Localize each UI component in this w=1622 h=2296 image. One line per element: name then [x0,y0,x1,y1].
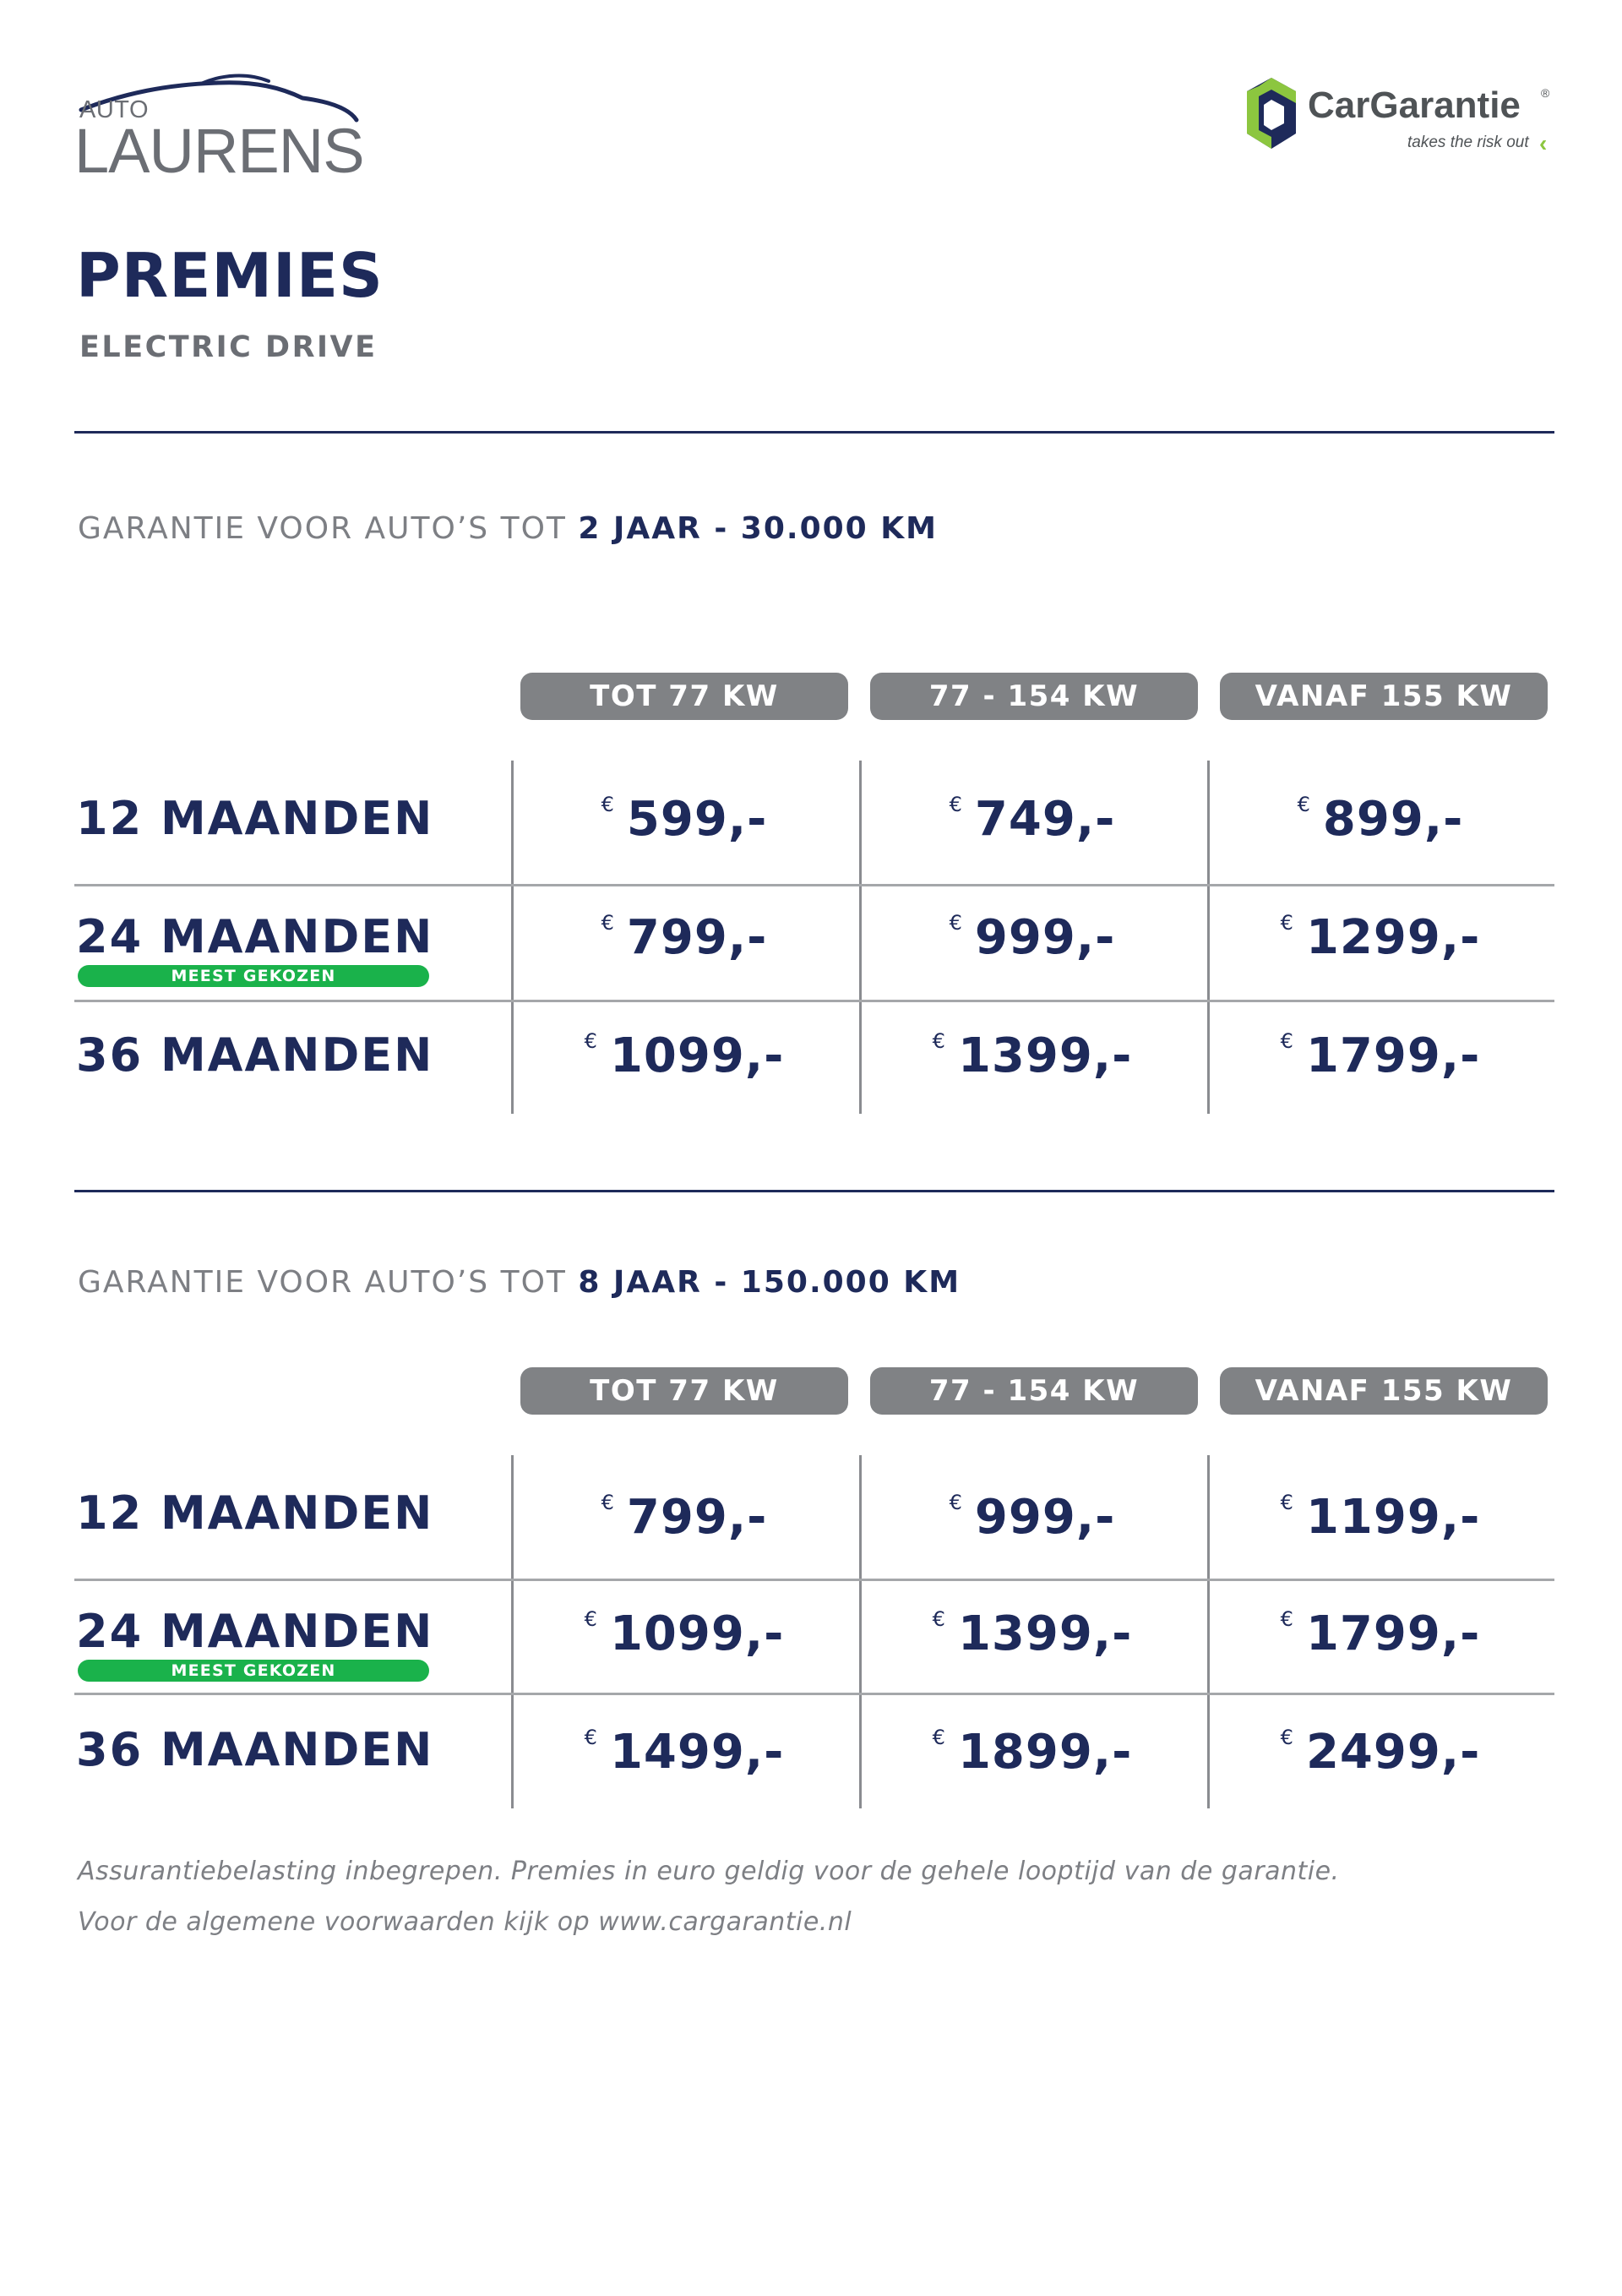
row-label-36-maanden: 36 MAANDEN [76,1723,434,1776]
price-cell: € 1499,- [584,1725,785,1780]
footnote-terms: Voor de algemene voorwaarden kijk op www.cargarantie.nl [78,1907,852,1937]
section-heading-term: 2 JAAR - 30.000 KM [578,511,938,546]
row-separator [74,884,1554,886]
price-cell: € 1199,- [1280,1490,1481,1545]
cargarantie-tagline: takes the risk out [1407,134,1529,151]
column-separator [1207,1455,1210,1808]
euro-sign: € [601,911,615,935]
column-header-vanaf-155-kw: VANAF 155 KW [1220,1367,1548,1415]
section-heading-term: 8 JAAR - 150.000 KM [578,1265,961,1300]
page-subtitle: ELECTRIC DRIVE [79,330,378,364]
euro-sign: € [1280,1726,1294,1749]
price-cell: € 599,- [601,792,768,847]
euro-sign: € [601,1491,615,1514]
euro-sign: € [949,793,963,816]
page-title: PREMIES [76,240,384,311]
column-header-tot-77-kw: TOT 77 KW [520,1367,848,1415]
column-separator [511,761,514,1114]
registered-mark: ® [1541,86,1550,100]
price-cell: € 1899,- [932,1725,1133,1780]
column-separator [511,1455,514,1808]
meest-gekozen-badge: MEEST GEKOZEN [78,1660,429,1682]
price-cell: € 1799,- [1280,1606,1481,1661]
euro-sign: € [584,1726,598,1749]
section-heading-prefix: GARANTIE VOOR AUTO’S TOT [78,511,567,546]
divider [74,431,1554,434]
row-label-12-maanden: 12 MAANDEN [76,1486,434,1540]
price-cell: € 1399,- [932,1028,1133,1083]
euro-sign: € [932,1726,946,1749]
price-cell: € 1799,- [1280,1028,1481,1083]
logo-laurens-text: LAURENS [74,116,364,186]
euro-sign: € [1280,911,1294,935]
price-cell: € 799,- [601,1490,768,1545]
price-cell: € 1099,- [584,1606,785,1661]
row-separator [74,1000,1554,1002]
euro-sign: € [932,1029,946,1053]
euro-sign: € [1280,1607,1294,1631]
euro-sign: € [1297,793,1311,816]
divider [74,1190,1554,1192]
section-heading [78,511,938,546]
row-label-24-maanden: 24 MAANDEN [76,1605,434,1658]
row-label-24-maanden: 24 MAANDEN [76,910,434,963]
chevron-left-icon: ‹ [1539,130,1548,156]
price-cell: € 999,- [949,1490,1116,1545]
row-separator [74,1579,1554,1581]
cargarantie-hexagon-icon [1242,74,1301,152]
column-separator [1207,761,1210,1114]
euro-sign: € [932,1607,946,1631]
row-label-36-maanden: 36 MAANDEN [76,1028,434,1082]
column-header-vanaf-155-kw: VANAF 155 KW [1220,673,1548,720]
euro-sign: € [1280,1491,1294,1514]
logo-auto-text: AUTO [79,96,150,123]
column-separator [859,1455,862,1808]
euro-sign: € [584,1607,598,1631]
row-label-12-maanden: 12 MAANDEN [76,792,434,845]
price-cell: € 999,- [949,910,1116,965]
price-cell: € 1299,- [1280,910,1481,965]
section-heading [78,1265,961,1300]
price-cell: € 1099,- [584,1028,785,1083]
section-heading-prefix: GARANTIE VOOR AUTO’S TOT [78,1265,567,1300]
auto-laurens-logo [74,69,378,188]
price-cell: € 799,- [601,910,768,965]
row-separator [74,1693,1554,1695]
column-header-77-154-kw: 77 - 154 KW [870,1367,1198,1415]
column-header-tot-77-kw: TOT 77 KW [520,673,848,720]
price-cell: € 899,- [1297,792,1464,847]
price-cell: € 749,- [949,792,1116,847]
price-cell: € 2499,- [1280,1725,1481,1780]
column-separator [859,761,862,1114]
euro-sign: € [1280,1029,1294,1053]
price-cell: € 1399,- [932,1606,1133,1661]
cargarantie-logo [1242,74,1563,167]
euro-sign: € [601,793,615,816]
meest-gekozen-badge: MEEST GEKOZEN [78,965,429,987]
euro-sign: € [949,1491,963,1514]
euro-sign: € [949,911,963,935]
footnote-tax: Assurantiebelasting inbegrepen. Premies in euro geldig voor de gehele looptijd van de garantie. [78,1857,1340,1886]
cargarantie-name: CarGarantie [1308,85,1521,126]
euro-sign: € [584,1029,598,1053]
column-header-77-154-kw: 77 - 154 KW [870,673,1198,720]
